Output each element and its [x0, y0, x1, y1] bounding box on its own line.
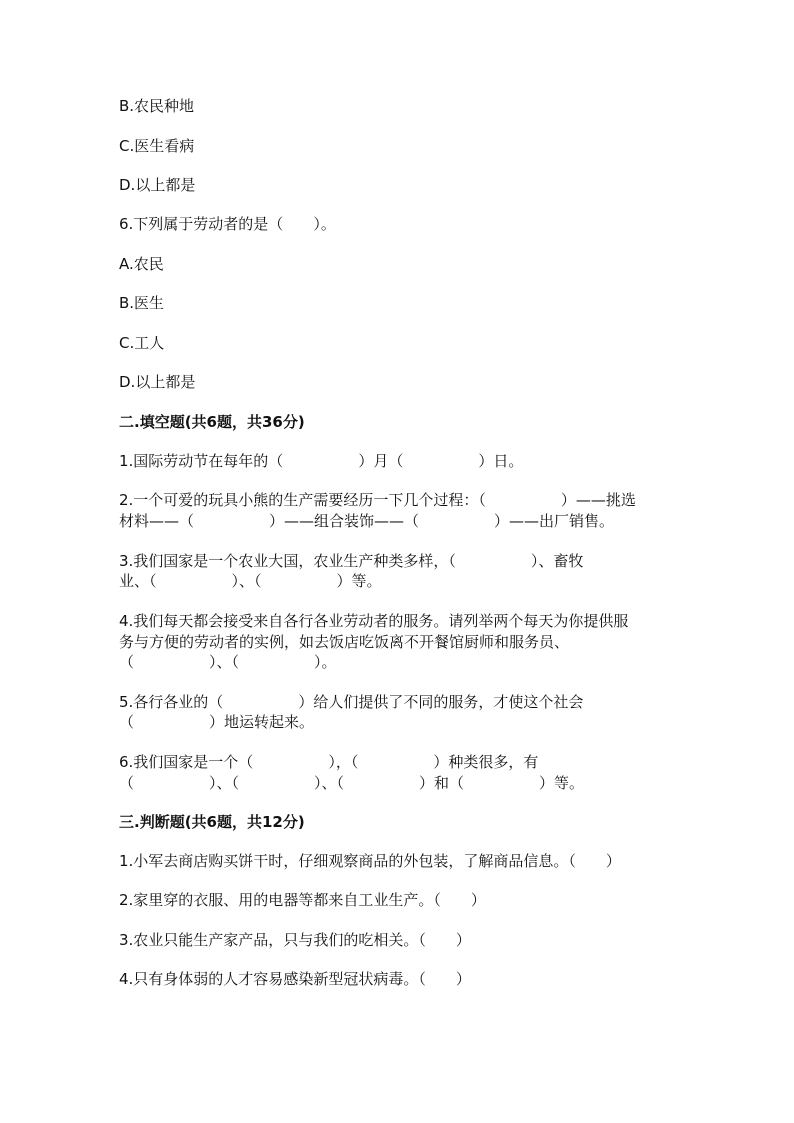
judge-q1: 1.小军去商店购买饼干时，仔细观察商品的外包装，了解商品信息。（ ） [119, 852, 621, 870]
fill-q6-line1: 6.我们国家是一个（ ），（ ）种类很多，有 [119, 753, 539, 771]
fill-q5-line1: 5.各行各业的（ ）给人们提供了不同的服务，才使这个社会 [119, 693, 584, 711]
q6-option-a: A.农民 [119, 255, 164, 273]
judge-q4: 4.只有身体弱的人才容易感染新型冠状病毒。（ ） [119, 970, 471, 988]
judge-q3: 3.农业只能生产家产品，只与我们的吃相关。（ ） [119, 931, 471, 949]
fill-q1: 1.国际劳动节在每年的（ ）月（ ）日。 [119, 452, 524, 470]
fill-q3-line2: 业、（ ）、（ ）等。 [119, 572, 382, 590]
fill-q4-line2: 务与方便的劳动者的实例，如去饭店吃饭离不开餐馆厨师和服务员、 [119, 633, 570, 651]
section-3-title: 三.判断题(共6题，共12分) [119, 813, 305, 831]
q6-option-d: D.以上都是 [119, 373, 196, 391]
q6-option-c: C.工人 [119, 334, 165, 352]
fill-q6-line2: （ ）、（ ）、（ ）和（ ）等。 [119, 774, 585, 792]
q5-option-d: D.以上都是 [119, 176, 196, 194]
fill-q3-line1: 3.我们国家是一个农业大国，农业生产种类多样，（ ）、畜牧 [119, 552, 584, 570]
fill-q4-line3: （ ）、（ ）。 [119, 653, 337, 671]
q6-stem: 6.下列属于劳动者的是（ ）。 [119, 215, 336, 233]
fill-q2-line1: 2.一个可爱的玩具小熊的生产需要经历一下几个过程：（ ）——挑选 [119, 491, 636, 509]
section-2-title: 二.填空题(共6题，共36分) [119, 413, 305, 431]
fill-q5-line2: （ ）地运转起来。 [119, 713, 315, 731]
q5-option-c: C.医生看病 [119, 137, 195, 155]
fill-q2-line2: 材料——（ ）——组合装饰——（ ）——出厂销售。 [119, 512, 615, 530]
q6-option-b: B.医生 [119, 294, 165, 312]
judge-q2: 2.家里穿的衣服、用的电器等都来自工业生产。（ ） [119, 891, 486, 909]
q5-option-b: B.农民种地 [119, 97, 195, 115]
fill-q4-line1: 4.我们每天都会接受来自各行各业劳动者的服务。请列举两个每天为你提供服 [119, 612, 629, 630]
